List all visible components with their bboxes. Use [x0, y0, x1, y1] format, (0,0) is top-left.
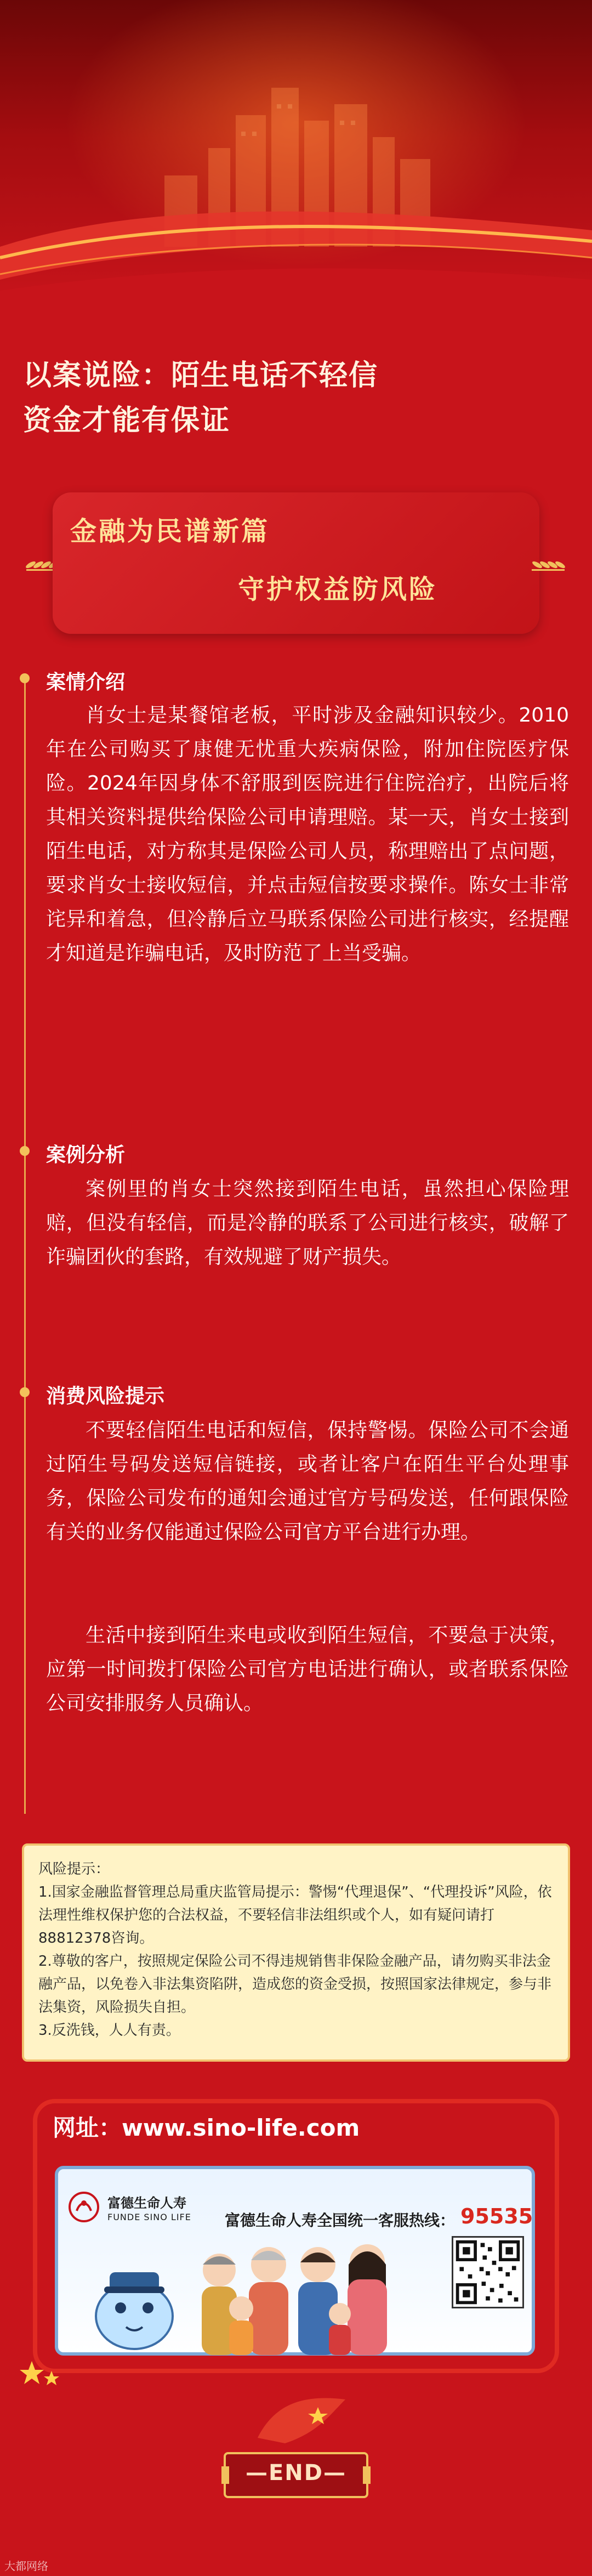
bullet-dot-icon — [20, 1387, 30, 1397]
hero-banner — [0, 0, 592, 307]
mascot-illustration — [82, 2250, 186, 2354]
company-logo-icon — [68, 2191, 100, 2223]
company-name-cn: 富德生命人寿 — [107, 2195, 186, 2211]
slogan-line-2: 守护权益防风险 — [238, 574, 438, 605]
bullet-dot-icon — [20, 673, 30, 683]
risk-notice-item-2: 2.尊敬的客户，按照规定保险公司不得违规销售非保险金融产品，请勿购买非法金融产品，以免卷入非法集资陷阱，造成您的资金受损，按照国家法律规定，参与非法集资，风险损失自担。 — [38, 1953, 552, 2016]
content-timeline-line — [24, 673, 26, 1814]
hotline-label: 富德生命人寿全国统一客服热线： — [225, 2211, 456, 2229]
watermark-text: 大都网络 — [4, 2560, 48, 2573]
title-line-1: 以案说险：陌生电话不轻信 — [23, 359, 379, 392]
qr-code-icon[interactable] — [452, 2236, 524, 2308]
bullet-dot-icon — [20, 1146, 30, 1156]
page-title — [23, 353, 571, 443]
case-analysis-paragraph: 案例里的肖女士突然接到陌生电话，虽然担心保险理赔，但没有轻信，而是冷静的联系了公司进行核实，破解了诈骗团伙的套路，有效规避了财产损失。 — [46, 1178, 569, 1268]
case-intro-paragraph: 肖女士是某餐馆老板，平时涉及金融知识较少。2010年在公司购买了康健无忧重大疾病保险，附加住院医疗保险。2024年因身体不舒服到医院进行住院治疗，出院后将其相关资料提供给保险公司申请理赔。某一天，肖女士接到陌生电话，对方称其是保险公司人员，称理赔出了点问题，要求肖女士接收短信，并点击短信按要求操作。陈女士非常诧异和着急，但冷静后立马联系保险公司进行核实，经提醒才知道是诈骗电话，及时防范了上当受骗。 — [46, 704, 569, 964]
title-line-2: 资金才能有保证 — [23, 404, 231, 437]
section-title-case-analysis: 案例分析 — [46, 1144, 126, 1166]
risk-notice-heading: 风险提示： — [38, 1861, 110, 1877]
hotline-number[interactable]: 95535 — [460, 2204, 533, 2228]
risk-tips-paragraph-1: 不要轻信陌生电话和短信，保持警惕。保险公司不会通过陌生号码发送短信链接，或者让客户在陌生平台处理事务，保险公司发布的通知会通过官方号码发送，任何跟保险有关的业务仅能通过保险公司官方平台进行办理。 — [46, 1419, 569, 1544]
laurel-icon — [528, 548, 567, 581]
section-title-case-intro: 案情介绍 — [46, 671, 126, 694]
flag-icon — [252, 2383, 351, 2449]
star-icon — [20, 2358, 64, 2391]
risk-tips-paragraph-2: 生活中接到陌生来电或收到陌生短信，不要急于决策，应第一时间拨打保险公司官方电话进行确认，或者联系保险公司安排服务人员确认。 — [46, 1624, 569, 1715]
end-label: —END— — [245, 2460, 346, 2486]
golden-wave-decoration — [0, 181, 592, 307]
slogan-line-1: 金融为民谱新篇 — [70, 516, 270, 547]
family-illustration — [181, 2232, 439, 2355]
website-link[interactable]: 网址：www.sino-life.com — [53, 2114, 360, 2141]
section-title-risk-tips: 消费风险提示 — [46, 1385, 165, 1408]
risk-notice-item-3: 3.反洗钱，人人有责。 — [38, 2022, 180, 2039]
risk-notice-item-1: 1.国家金融监督管理总局重庆监管局提示：警惕“代理退保”、“代理投诉”风险，依法理性维权保护您的合法权益，不要轻信非法组织或个人，如有疑问请打88812378咨询。 — [38, 1884, 552, 1947]
risk-notice-box — [22, 1843, 570, 2062]
company-name-en: FUNDE SINO LIFE — [107, 2212, 191, 2222]
